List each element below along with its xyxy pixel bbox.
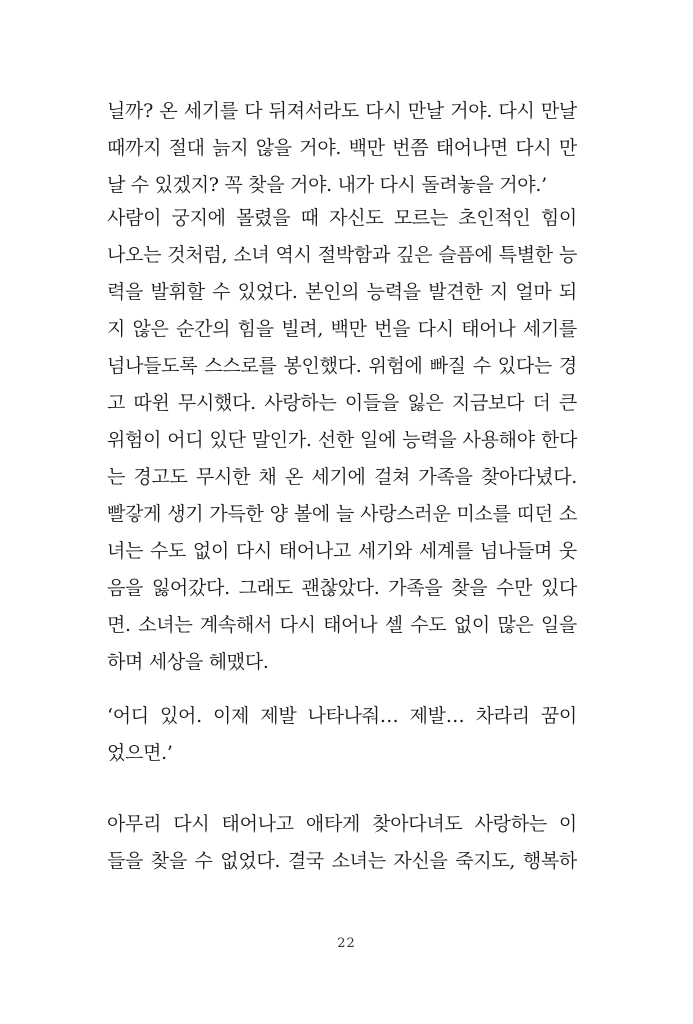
text-line: 때까지 절대 늙지 않을 거야. 백만 번쯤 태어나면 다시 만 — [107, 137, 577, 159]
text-line: 위험이 어디 있단 말인가. 선한 일에 능력을 사용해야 한다 — [107, 429, 577, 451]
text-line: 면. 소녀는 계속해서 다시 태어나 셀 수도 없이 많은 일을 — [107, 614, 577, 636]
paragraph-1 — [107, 93, 577, 204]
text-line: 하며 세상을 헤맸다. — [107, 651, 269, 673]
text-line: 지 않은 순간의 힘을 빌려, 백만 번을 다시 태어나 세기를 — [107, 318, 577, 340]
text-line: 음을 잃어갔다. 그래도 괜찮았다. 가족을 찾을 수만 있다 — [107, 577, 577, 599]
text-line: 녀는 수도 없이 다시 태어나고 세기와 세계를 넘나들며 웃 — [107, 540, 577, 562]
text-line: 아무리 다시 태어나고 애타게 찾아다녀도 사랑하는 이 — [107, 813, 577, 835]
page-number: 22 — [337, 936, 356, 951]
text-line: 력을 발휘할 수 있었다. 본인의 능력을 발견한 지 얼마 되 — [107, 281, 577, 303]
paragraph-4 — [107, 806, 577, 880]
text-line: 빨갛게 생기 가득한 양 볼에 늘 사랑스러운 미소를 띠던 소 — [107, 503, 577, 525]
text-line: 고 따윈 무시했다. 사랑하는 이들을 잃은 지금보다 더 큰 — [107, 392, 577, 414]
text-line: 사람이 궁지에 몰렸을 때 자신도 모르는 초인적인 힘이 — [107, 207, 577, 229]
paragraph-3 — [107, 698, 577, 772]
text-line: 나오는 것처럼, 소녀 역시 절박함과 깊은 슬픔에 특별한 능 — [107, 244, 577, 266]
text-line: ‘어디 있어. 이제 제발 나타나줘… 제발… 차라리 꿈이 — [107, 705, 577, 727]
text-line: 날 수 있겠지? 꼭 찾을 거야. 내가 다시 돌려놓을 거야.’ — [107, 174, 547, 196]
paragraph-2 — [107, 200, 577, 681]
text-line: 는 경고도 무시한 채 온 세기에 걸쳐 가족을 찾아다녔다. — [107, 466, 577, 488]
text-line: 들을 찾을 수 없었다. 결국 소녀는 자신을 죽지도, 행복하 — [107, 850, 577, 872]
text-line: 닐까? 온 세기를 다 뒤져서라도 다시 만날 거야. 다시 만날 — [107, 100, 577, 122]
text-line: 넘나들도록 스스로를 봉인했다. 위험에 빠질 수 있다는 경 — [107, 355, 577, 377]
text-line: 었으면.’ — [107, 742, 173, 764]
